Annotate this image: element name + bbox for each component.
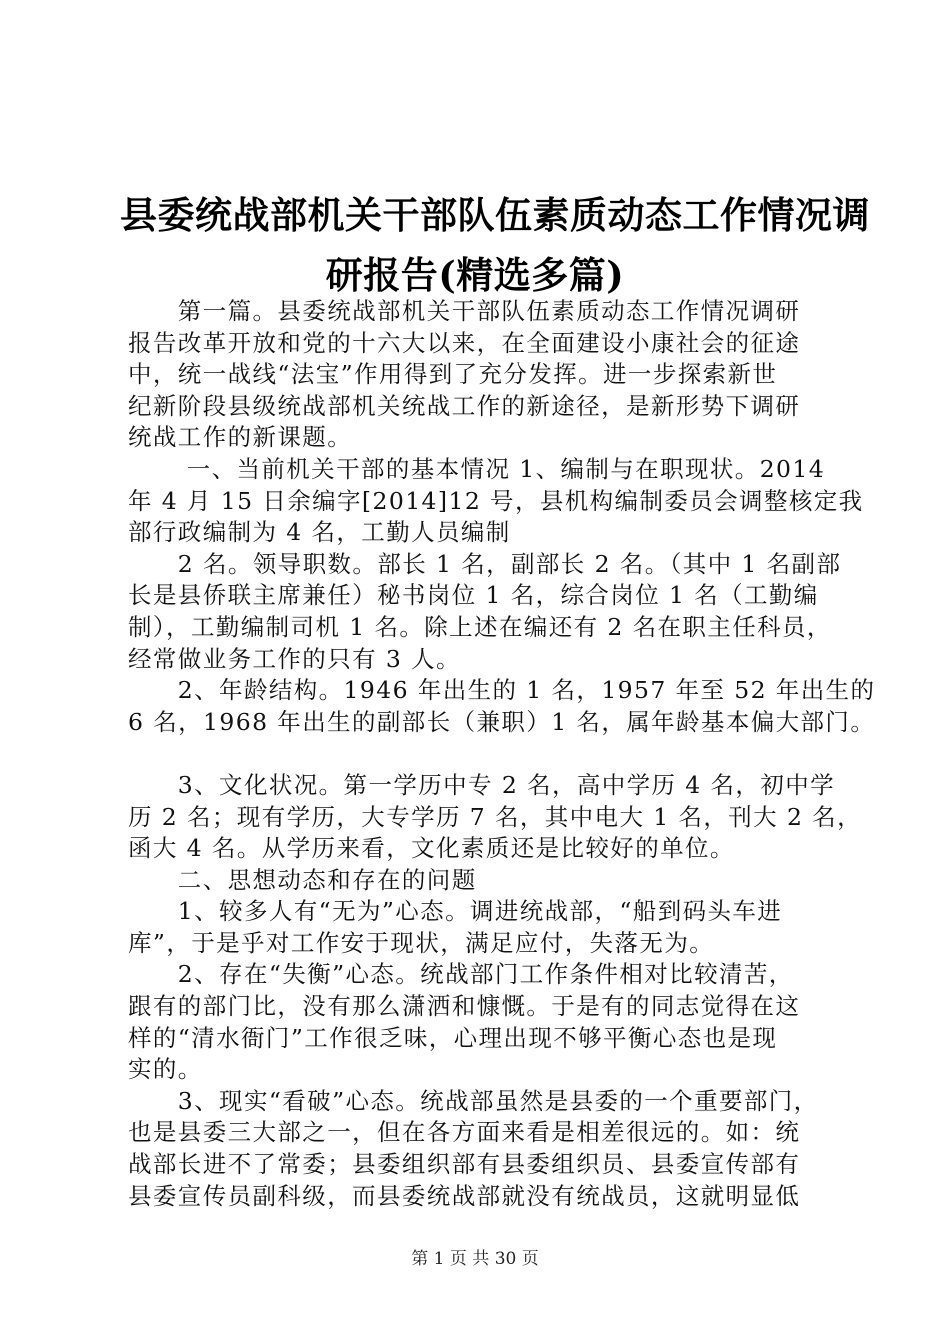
document-title-line-2: 研报告(精选多篇) (325, 253, 625, 297)
body-text-line: 二、思想动态和存在的问题 (128, 865, 477, 894)
body-text-line: 实的。 (128, 1055, 203, 1084)
body-text-line: 2、存在“失衡”心态。统战部门工作条件相对比较清苦， (128, 960, 794, 989)
body-text-line: 纪新阶段县级统战部机关统战工作的新途径，是新形势下调研 (128, 391, 801, 420)
body-text-line: 年 4 月 15 日余编字[2014]12 号，县机构编制委员会调整核定我 (128, 486, 864, 515)
body-text-line: 也是县委三大部之一，但在各方面来看是相差很远的。如：统 (128, 1118, 801, 1147)
body-text-line: 战部长进不了常委；县委组织部有县委组织员、县委宣传部有 (128, 1150, 801, 1179)
body-text-line: 经常做业务工作的只有 3 人。 (128, 644, 461, 673)
body-text-line: 2 名。领导职数。部长 1 名，副部长 2 名。（其中 1 名副部 (128, 549, 842, 578)
body-text-line: 库”，于是乎对工作安于现状，满足应付，失落无为。 (128, 928, 715, 957)
body-text-line: 县委宣传员副科级，而县委统战部就没有统战员，这就明显低 (128, 1181, 801, 1210)
body-text-line: 统战工作的新课题。 (128, 423, 353, 452)
document-body (128, 296, 876, 1212)
body-text-line: 部行政编制为 4 名，工勤人员编制 (128, 518, 511, 547)
body-text-line: 第一篇。县委统战部机关干部队伍素质动态工作情况调研 (128, 297, 801, 325)
body-text-line: 中，统一战线“法宝”作用得到了充分发挥。进一步探索新世 (128, 360, 778, 389)
body-text-line: 报告改革开放和党的十六大以来，在全面建设小康社会的征途 (128, 328, 801, 357)
page-footer: 第 1 页 共 30 页 (411, 1249, 539, 1269)
body-text-line: 3、文化状况。第一学历中专 2 名，高中学历 4 名，初中学 (128, 770, 836, 799)
body-text-line (128, 738, 830, 770)
document-title-line-1: 县委统战部机关干部队伍素质动态工作情况调 (120, 193, 870, 237)
body-text-line: 样的“清水衙门”工作很乏味，心理出现不够平衡心态也是现 (128, 1023, 778, 1052)
body-text-line: 3、现实“看破”心态。统战部虽然是县委的一个重要部门， (128, 1086, 819, 1115)
body-text-line: 制），工勤编制司机 1 名。除上述在编还有 2 名在职主任科员， (128, 612, 832, 641)
body-text-line: 2、年龄结构。1946 年出生的 1 名，1957 年至 52 年出生的 (128, 676, 876, 705)
body-text-line: 历 2 名；现有学历，大专学历 7 名，其中电大 1 名，刊大 2 名， (128, 802, 862, 831)
body-text-line: 跟有的部门比，没有那么潇洒和慷慨。于是有的同志觉得在这 (128, 992, 801, 1021)
body-text-line: 1、较多人有“无为”心态。调进统战部，“船到码头车进 (128, 897, 783, 926)
body-text-line: 函大 4 名。从学历来看，文化素质还是比较好的单位。 (128, 834, 735, 863)
body-text-line: 一、当前机关干部的基本情况 1、编制与在职现状。2014 (128, 454, 826, 483)
body-text-line: 长是县侨联主席兼任）秘书岗位 1 名，综合岗位 1 名（工勤编 (128, 581, 819, 610)
body-text-line: 6 名，1968 年出生的副部长（兼职）1 名，属年龄基本偏大部门。 (128, 707, 876, 736)
